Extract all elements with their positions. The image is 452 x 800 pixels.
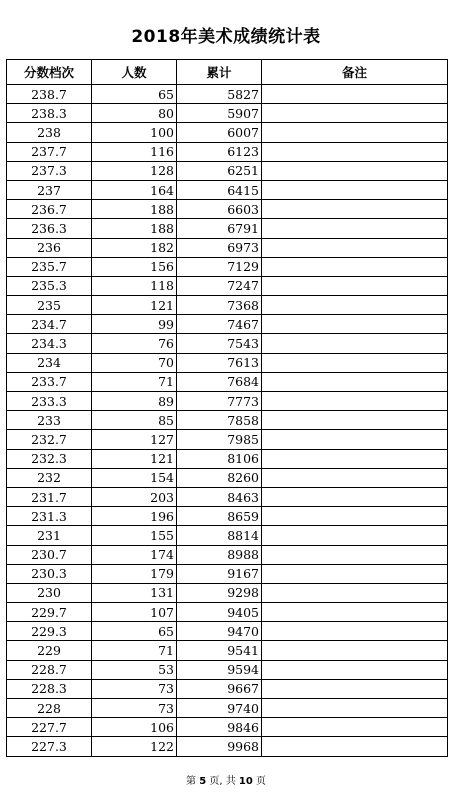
table-row	[7, 104, 448, 123]
note-cell	[262, 238, 448, 257]
count-cell: 100	[92, 123, 177, 142]
note-cell	[262, 679, 448, 698]
count-cell: 70	[92, 353, 177, 372]
note-cell	[262, 296, 448, 315]
cumulative-cell: 7773	[177, 392, 262, 411]
cumulative-cell: 9740	[177, 699, 262, 718]
table-row	[7, 392, 448, 411]
document-title: 2018年美术成绩统计表	[131, 27, 321, 47]
count-cell: 155	[92, 526, 177, 545]
table-row	[7, 545, 448, 564]
table-row	[7, 430, 448, 449]
header-notes: 备注	[262, 60, 448, 85]
count-cell: 73	[92, 679, 177, 698]
count-cell: 116	[92, 142, 177, 161]
note-cell	[262, 104, 448, 123]
table-row	[7, 353, 448, 372]
header-cumulative: 累计	[177, 60, 262, 85]
score-cell: 229.3	[7, 622, 92, 641]
cumulative-cell: 6973	[177, 238, 262, 257]
footer-page-number: 5	[199, 776, 207, 787]
note-cell	[262, 699, 448, 718]
score-cell: 232.3	[7, 449, 92, 468]
note-cell	[262, 449, 448, 468]
score-cell: 230.7	[7, 545, 92, 564]
cumulative-cell: 9968	[177, 737, 262, 756]
note-cell	[262, 161, 448, 180]
note-cell	[262, 142, 448, 161]
table-row	[7, 564, 448, 583]
cumulative-cell: 9594	[177, 660, 262, 679]
score-cell: 235	[7, 296, 92, 315]
cumulative-cell: 9405	[177, 603, 262, 622]
count-cell: 107	[92, 603, 177, 622]
score-cell: 234	[7, 353, 92, 372]
note-cell	[262, 660, 448, 679]
note-cell	[262, 257, 448, 276]
count-cell: 127	[92, 430, 177, 449]
score-cell: 229	[7, 641, 92, 660]
count-cell: 53	[92, 660, 177, 679]
score-cell: 235.3	[7, 276, 92, 295]
score-cell: 231	[7, 526, 92, 545]
score-cell: 234.7	[7, 315, 92, 334]
cumulative-cell: 7985	[177, 430, 262, 449]
count-cell: 179	[92, 564, 177, 583]
table-row	[7, 468, 448, 487]
table-row	[7, 238, 448, 257]
cumulative-cell: 6251	[177, 161, 262, 180]
table-row	[7, 315, 448, 334]
count-cell: 122	[92, 737, 177, 756]
count-cell: 154	[92, 468, 177, 487]
table-row	[7, 161, 448, 180]
count-cell: 164	[92, 180, 177, 199]
count-cell: 85	[92, 411, 177, 430]
note-cell	[262, 123, 448, 142]
note-cell	[262, 180, 448, 199]
table-row	[7, 622, 448, 641]
score-statistics-table	[6, 59, 448, 757]
cumulative-cell: 7247	[177, 276, 262, 295]
note-cell	[262, 392, 448, 411]
table-row	[7, 276, 448, 295]
count-cell: 188	[92, 200, 177, 219]
count-cell: 121	[92, 296, 177, 315]
score-cell: 231.7	[7, 487, 92, 506]
note-cell	[262, 603, 448, 622]
count-cell: 203	[92, 487, 177, 506]
count-cell: 131	[92, 583, 177, 602]
table-row	[7, 660, 448, 679]
score-cell: 230.3	[7, 564, 92, 583]
note-cell	[262, 583, 448, 602]
table-row	[7, 180, 448, 199]
table-row	[7, 449, 448, 468]
count-cell: 99	[92, 315, 177, 334]
table-row	[7, 487, 448, 506]
table-row	[7, 296, 448, 315]
cumulative-cell: 9667	[177, 679, 262, 698]
header-count: 人数	[92, 60, 177, 85]
cumulative-cell: 6791	[177, 219, 262, 238]
cumulative-cell: 7129	[177, 257, 262, 276]
score-cell: 229.7	[7, 603, 92, 622]
header-score-band: 分数档次	[7, 60, 92, 85]
score-cell: 232	[7, 468, 92, 487]
score-cell: 236	[7, 238, 92, 257]
note-cell	[262, 487, 448, 506]
note-cell	[262, 468, 448, 487]
note-cell	[262, 430, 448, 449]
score-cell: 237	[7, 180, 92, 199]
score-cell: 237.7	[7, 142, 92, 161]
count-cell: 76	[92, 334, 177, 353]
count-cell: 65	[92, 622, 177, 641]
table-row	[7, 85, 448, 104]
score-cell: 238	[7, 123, 92, 142]
cumulative-cell: 9470	[177, 622, 262, 641]
count-cell: 128	[92, 161, 177, 180]
table-row	[7, 679, 448, 698]
note-cell	[262, 200, 448, 219]
cumulative-cell: 9846	[177, 718, 262, 737]
count-cell: 156	[92, 257, 177, 276]
footer-prefix: 第	[186, 776, 196, 787]
cumulative-cell: 7858	[177, 411, 262, 430]
cumulative-cell: 8260	[177, 468, 262, 487]
cumulative-cell: 8659	[177, 507, 262, 526]
note-cell	[262, 334, 448, 353]
note-cell	[262, 315, 448, 334]
table-row	[7, 257, 448, 276]
cumulative-cell: 5907	[177, 104, 262, 123]
table-row	[7, 142, 448, 161]
table-row	[7, 200, 448, 219]
count-cell: 196	[92, 507, 177, 526]
cumulative-cell: 6007	[177, 123, 262, 142]
table-row	[7, 334, 448, 353]
count-cell: 71	[92, 372, 177, 391]
note-cell	[262, 622, 448, 641]
note-cell	[262, 564, 448, 583]
score-cell: 227.3	[7, 737, 92, 756]
count-cell: 174	[92, 545, 177, 564]
table-row	[7, 641, 448, 660]
table-row	[7, 603, 448, 622]
score-cell: 235.7	[7, 257, 92, 276]
table-row	[7, 411, 448, 430]
score-cell: 237.3	[7, 161, 92, 180]
note-cell	[262, 737, 448, 756]
score-cell: 238.7	[7, 85, 92, 104]
footer-suffix: 页	[256, 776, 266, 787]
table-row	[7, 699, 448, 718]
score-cell: 238.3	[7, 104, 92, 123]
cumulative-cell: 8814	[177, 526, 262, 545]
count-cell: 121	[92, 449, 177, 468]
table-row	[7, 583, 448, 602]
cumulative-cell: 7543	[177, 334, 262, 353]
score-cell: 228.3	[7, 679, 92, 698]
count-cell: 73	[92, 699, 177, 718]
note-cell	[262, 718, 448, 737]
cumulative-cell: 7368	[177, 296, 262, 315]
count-cell: 118	[92, 276, 177, 295]
score-cell: 236.7	[7, 200, 92, 219]
score-cell: 230	[7, 583, 92, 602]
cumulative-cell: 6603	[177, 200, 262, 219]
score-cell: 228	[7, 699, 92, 718]
score-cell: 233.3	[7, 392, 92, 411]
table-row	[7, 123, 448, 142]
note-cell	[262, 85, 448, 104]
count-cell: 89	[92, 392, 177, 411]
cumulative-cell: 9167	[177, 564, 262, 583]
note-cell	[262, 526, 448, 545]
cumulative-cell: 9541	[177, 641, 262, 660]
table-header-row	[7, 60, 448, 85]
cumulative-cell: 7467	[177, 315, 262, 334]
cumulative-cell: 9298	[177, 583, 262, 602]
count-cell: 188	[92, 219, 177, 238]
note-cell	[262, 411, 448, 430]
page-footer	[0, 772, 452, 787]
note-cell	[262, 507, 448, 526]
note-cell	[262, 641, 448, 660]
table-row	[7, 526, 448, 545]
score-cell: 228.7	[7, 660, 92, 679]
cumulative-cell: 5827	[177, 85, 262, 104]
count-cell: 71	[92, 641, 177, 660]
score-cell: 227.7	[7, 718, 92, 737]
note-cell	[262, 372, 448, 391]
count-cell: 106	[92, 718, 177, 737]
cumulative-cell: 7684	[177, 372, 262, 391]
score-cell: 234.3	[7, 334, 92, 353]
table-row	[7, 219, 448, 238]
table-row	[7, 718, 448, 737]
score-cell: 233	[7, 411, 92, 430]
note-cell	[262, 219, 448, 238]
table-row	[7, 507, 448, 526]
note-cell	[262, 545, 448, 564]
score-cell: 231.3	[7, 507, 92, 526]
note-cell	[262, 353, 448, 372]
cumulative-cell: 6415	[177, 180, 262, 199]
cumulative-cell: 8463	[177, 487, 262, 506]
cumulative-cell: 6123	[177, 142, 262, 161]
cumulative-cell: 8106	[177, 449, 262, 468]
cumulative-cell: 8988	[177, 545, 262, 564]
count-cell: 65	[92, 85, 177, 104]
footer-total-pages: 10	[238, 776, 253, 787]
score-cell: 233.7	[7, 372, 92, 391]
note-cell	[262, 276, 448, 295]
score-cell: 232.7	[7, 430, 92, 449]
footer-middle: 页, 共	[209, 776, 236, 787]
count-cell: 182	[92, 238, 177, 257]
count-cell: 80	[92, 104, 177, 123]
table-row	[7, 372, 448, 391]
cumulative-cell: 7613	[177, 353, 262, 372]
table-row	[7, 737, 448, 756]
score-cell: 236.3	[7, 219, 92, 238]
